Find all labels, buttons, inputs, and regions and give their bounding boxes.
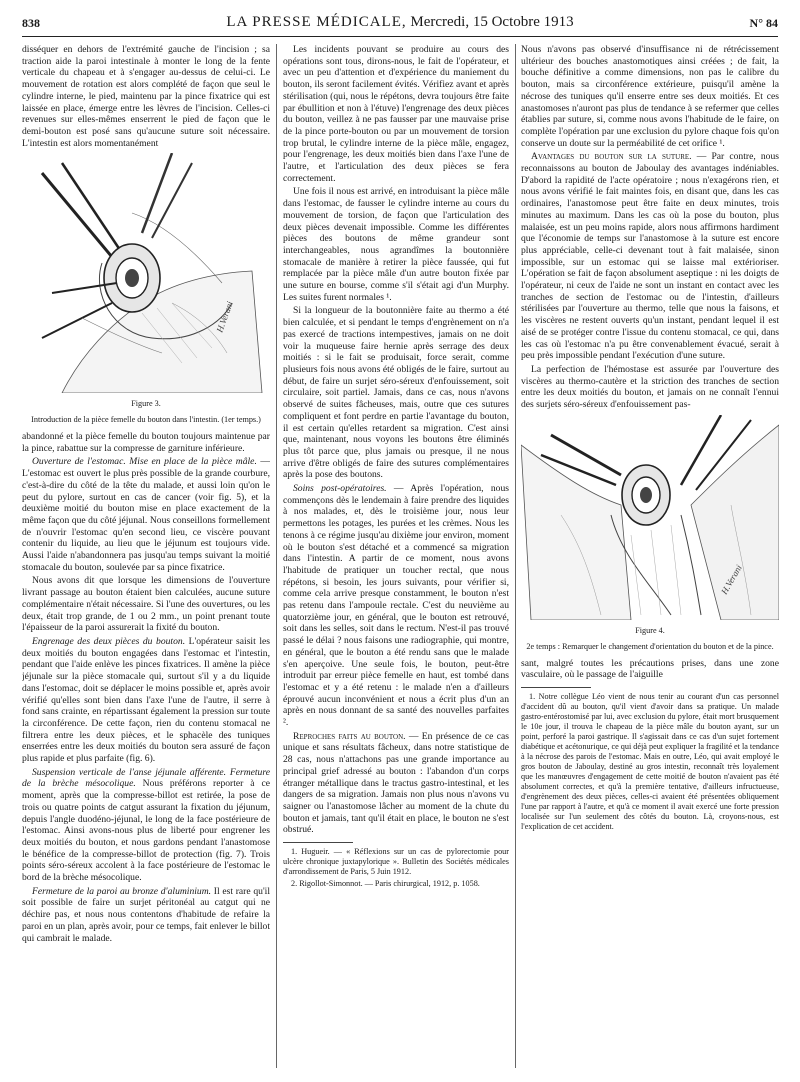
section-title-fermeture: Fermeture de la paroi au bronze d'aluminium. <box>32 885 212 897</box>
page-number: 838 <box>22 16 40 30</box>
column-rule-2 <box>515 44 516 1068</box>
figure-4-caption: 2e temps : Remarquer le changement d'orientation du bouton et de la pince. <box>526 641 774 651</box>
col3-paragraph-4: sant, malgré toutes les précautions prises, dans une zone vasculaire, où le passage de l'aiguille <box>521 657 779 681</box>
svg-text:H.Verani: H.Verani <box>719 562 744 596</box>
col1-paragraph-7: Fermeture de la paroi au bronze d'aluminium. Il est rare qu'il soit possible de faire un surjet péritonéal au catgut qui ne déchire pas, et nous nous contentons d'habitude de refaire la paroi en un plan, après avoir, pour ce temps, fait enlever le billot qui cambrait le malade. <box>22 885 270 944</box>
header-title-line <box>22 14 778 31</box>
col2-paragraph-3: Si la longueur de la boutonnière faite au thermo a été bien calculée, et si pendant le temps d'engrènement on n'a pas exercé de tractions intempestives, jamais on ne doit voir la muqueuse faire hernie après serrage des deux moitiés : si le fait se produisait, force serait, comme plusieurs fois nous avons été obligés de le faire, surtout au début, de faire un surjet séro-séreux d'enfouissement, soit circulaire, soit partiel. Jamais, dans ce cas, nous n'avons observé de suites fâcheuses, mais, outre que ces sutures compliquent et font perdre en partie l'avantage du bouton, il est certain qu'elles retardent sa migration. C'est ainsi que, maintenant, nous voyons les boutons être éliminés plus tôt parce que, plus jamais ou presque, il ne nous arrive d'être obligés de faire des sutures complémentaires après la pose des boutons. <box>283 305 509 481</box>
section-title-soins: Soins post-opératoires. <box>293 483 387 495</box>
col1-paragraph-3: Ouverture de l'estomac. Mise en place de la pièce mâle. — L'estomac est ouvert le plus près possible de la grande courbure, c'est-à-dire du côté de la tête du malade, et aussi loin qu'on le peut du pylore, surtout en cas de cancer (voir fig. 5), et la deuxième moitié du bouton mise en place exactement de la même façon que du côté jéjunal. Nous conseillons formellement de n'ouvrir l'estomac qu'en second lieu, ce viscère pouvant contenir du liquide, au lieu que le jéjunum est toujours vide. Aussi l'aide n'abandonnera pas jusqu'au temps suivant la moitié stomacale du bouton, soulevée par sa pince fixatrice. <box>22 456 270 573</box>
footnote-rule <box>283 842 353 843</box>
figure-3-caption: Introduction de la pièce femelle du bouton dans l'intestin. (1er temps.) <box>31 415 261 425</box>
col1-paragraph-2: abandonné et la pièce femelle du bouton toujours maintenue par la pince, rabattue sur la compresse de garniture inférieure. <box>22 431 270 454</box>
figure-4-illustration <box>521 415 779 620</box>
col2-paragraph-2: Une fois il nous est arrivé, en introduisant la pièce mâle dans l'estomac, de fausser le cylindre interne au cours du mouvement de torsion, de façon que l'articulation des deux pièces devenait impossible. Comme les différentes pièces des boutons de même grandeur sont interchangeables, nous agrandîmes la boutonnière stomacale de manière à retirer la pièce faussée, qui fut remplacée par la pièce mâle d'un autre bouton fixée par une suture en bourse, comme s'il s'était agi d'un Murphy. Les suites furent normales ¹. <box>283 186 509 303</box>
journal-title: LA PRESSE MÉDICALE, <box>226 14 407 30</box>
section-title-engrenage: Engrenage des deux pièces du bouton. <box>32 635 186 647</box>
col2-paragraph-5: Reproches faits au bouton. — En présence de ce cas unique et sans résultats fâcheux, dans notre statistique de 28 cas, nous n'attachons pas une grande importance au principal grief adressé au bouton : l'abandon d'un corps étranger métallique dans le tractus gastro-intestinal, et les dangers de sa migration. Jamais non plus nous n'avons vu saigner ou l'anastomose lâcher au moment de la chute du bouton et jamais, tant qu'il était en place, le bouton ne s'est obstrué. <box>283 730 509 836</box>
footnote-rule-3 <box>521 687 591 688</box>
issue-number: N° 84 <box>749 16 778 30</box>
col1-paragraph-5: Engrenage des deux pièces du bouton. L'opérateur saisit les deux moitiés du bouton engagées dans l'estomac et l'intestin, pendant que l'aide enlève les pinces fixatrices. Il amène la pièce jéjunale sur la pièce stomacale qui, surtout s'il y a du liquide dans l'estomac, doit se déplacer le moins possible et, après avoir vérifié qu'elles sont bien dans l'axe l'une de l'autre, il serre à fond sans crainte, en répartissant également la pression sur toute la circonférence. De cette façon, rien du contenu stomacal ne filtrera entre les deux pièces, et le sphacèle des tuniques enserrées entre les deux moitiés du bouton sera assuré de façon plus rapide et plus parfaite (fig. 6). <box>22 635 270 765</box>
issue-date: Mercredi, 15 Octobre 1913 <box>410 14 574 30</box>
column-2 <box>283 44 509 1064</box>
col3-footnote-1: 1. Notre collègue Léo vient de nous tenir au courant d'un cas personnel d'accident dû au bouton, qu'il vient d'avoir dans sa pratique. Un malade gastro-entérostomisé par lui, avec exclusion du pylore, était mort brusquement le 10e jour, il trouva le chapeau de la pièce mâle du bouton ayant, sur un point, perforé la paroi gastrique. Il s'agissait dans ce cas d'un sujet fortement diabétique et acétonurique, ce qui déjà peut expliquer la fragilité et la tendance à la nécrose des parois de l'estomac. Mais en outre, Léo, qui avait employé le gros bouton de Jaboulay, destiné au gros intestin, reconnaît très loyalement que les manœuvres d'engagement de cette moitié de bouton n'avaient pas été absolument correctes, et qu'à la première tentative, d'ailleurs infructueuse, d'engrènement des deux pièces, celles-ci avaient été présentées obliquement l'une par rapport à l'autre, et qu'à ce moment il avait exercé une forte pression localisée sur l'un seulement des côtés du bouton. Là, croyons-nous, est l'explication de cet accident. <box>521 691 779 831</box>
column-1 <box>22 44 270 1064</box>
col2-paragraph-4: Soins post-opératoires. — Après l'opération, nous commençons dès le lendemain à faire prendre des liquides à nos malades, et, dès le troisième jour, nous leur permettons les potages, les purées et les crèmes. Nous les tenons à ce régime jusqu'au dixième jour environ, moment où le bouton s'est détaché et a commencé sa migration dans l'intestin. A partir de ce moment, nous avons l'habitude de pratiquer un toucher rectal, que nous répétons, si besoin, les jours suivants, pour vérifier si, comme cela arrive presque constamment, le bouton n'est pas retenu dans l'ampoule rectale. C'est du neuvième au quatorzième jour, en général, que le bouton est retrouvé, soit dans les selles, soit dans le rectum. N'est-il pas trouvé passé le délai ? nous faisons une radiographie, qui montre, en général, que le bouton a été rendu sans que le malade s'en aperçoive. Une seule fois, le bouton, peut-être introduit par erreur pièce femelle en haut, est tombé dans l'estomac et y a été retenu : le malade n'en a d'ailleurs éprouvé aucun inconvénient et nous a écrit plus d'un an après en nous donnant de sa santé des nouvelles parfaites ². <box>283 483 509 729</box>
figure-4 <box>521 415 779 652</box>
section-title-avantages: Avantages du bouton sur la suture. <box>531 151 692 163</box>
col3-paragraph-3: La perfection de l'hémostase est assurée par l'ouverture des viscères au thermo-cautère et la striction des tranches de section entre les deux moitiés du bouton, et jamais on ne connaît l'ennui des surjets séro-séreux d'enfouissement pas- <box>521 363 779 411</box>
section-title-reproches: Reproches faits au bouton. <box>293 730 406 742</box>
col2-footnote-2: 2. Rigollot-Simonnot. — Paris chirurgical, 1912, p. 1058. <box>291 879 480 889</box>
section-title-suspension: Suspension verticale de l'anse jéjunale afférente. Fermeture de la brèche mésocolique. <box>22 766 270 790</box>
figure-3-illustration <box>22 153 270 393</box>
figure-4-label: Figure 4. <box>635 625 665 635</box>
col1-paragraph-1: disséquer en dehors de l'extrémité gauche de l'incision ; sa traction aide la paroi intestinale à monter le long de la fente verticale du chapeau et à s'engager au-dessus de celui-ci. Le mouvement de rotation est alors complété de façon que seul le cylindre interne, le pied, maintenu par la pince fixatrice qui est laissée en place, émerge entre les lèvres de l'incision. Celles-ci revenues sur elles-mêmes enserrent le pied de façon que le demi-bouton est posé sans qu'aucune suture soit nécessaire. L'intestin est alors momentanément <box>22 44 270 149</box>
column-3 <box>521 44 779 1064</box>
col1-paragraph-4: Nous avons dit que lorsque les dimensions de l'ouverture livrant passage au bouton étaient bien calculées, aucune suture complémentaire n'était nécessaire. Si l'une des ouvertures, ou les deux, était trop grande, de 1 ou 2 mm., un point prenant toute l'épaisseur de la paroi assurerait la fixité du bouton. <box>22 575 270 634</box>
col3-paragraph-2: Avantages du bouton sur la suture. — Par contre, nous reconnaissons au bouton de Jaboulay des avantages indéniables. D'abord la rapidité de l'acte opératoire ; nous n'exagérons rien, et nous avons vérifié le fait maintes fois, en disant que, dans les cas ordinaires, l'anastomose peut être faite en deux minutes, trois minutes au maximum. Dans les cas où la pose du bouton, plus malaisée, est un peu moins rapide, alors nous affirmons hardiment que l'économie de temps sur l'anastomose à la suture est encore plus appréciable, celle-ci devenant tout à fait malaisée, sinon impossible, sur un estomac qui se laisse mal extérioriser. L'opération se fait de façon absolument aseptique : ni les doigts de l'opérateur, ni ceux de l'aide ne sont un instant en contact avec les tranches de section de l'estomac ou de l'intestin, d'ailleurs stérilisées par l'ouverture au thermo, telle que nous la faisons, et les viscères ne restent ouverts qu'un instant, pendant lequel il est aisé de se protéger contre l'issue du contenu stomacal, ce qui, dans les cas où l'estomac n'a pu être convenablement évacué, serait à peu près impossible pendant l'exécution d'une suture. <box>521 151 779 362</box>
col3-paragraph-1: Nous n'avons pas observé d'insuffisance ni de rétrécissement ultérieur des bouches anastomotiques ainsi créées ; de fait, la bouche définitive a comme dimensions, non pas le calibre du bouton, mais sa circonférence extérieure, puisqu'il amène la nécrose des tuniques qu'il enserre entre ses deux moitiés. Et ces anastomoses n'auront pas plus de tendance à se refermer que celles établies par suture, si, comme nous avons l'habitude de le faire, on complète l'opération par une exclusion du pylore chaque fois qu'on conserve un doute sur la perméabilité de cet orifice ¹. <box>521 44 779 149</box>
figure-3-label: Figure 3. <box>131 399 161 409</box>
col1-paragraph-6: Suspension verticale de l'anse jéjunale afférente. Fermeture de la brèche mésocolique. Nous préférons reporter à ce moment, après que la compresse-billot est retirée, la pose de trois ou quatre points de catgut assurant la fixation du jéjunum, depuis l'angle duodéno-jéjunal, le long de la face postérieure de l'estomac. Ainsi avons-nous plus de liberté pour engrener les deux moitiés du bouton, et nous gardons pendant l'anastomose le bénéfice de la compresse-billot de protection (fig. 7). Trois points séro-séreux accolent à la face postérieure de l'estomac le bord de la brèche mésocolique. <box>22 766 270 884</box>
svg-text:H.Verani: H.Verani <box>214 300 235 335</box>
col2-paragraph-1: Les incidents pouvant se produire au cours des opérations sont tous, dirons-nous, le fait de l'opérateur, et avec un peu d'attention et d'expérience du maniement du bouton, ils seront facilement évités. Vérifiez avant et après stérilisation (qui, nous le répétons, devra toujours être faite par ébullition et non à l'étuve) l'engrenage des deux pièces du bouton, veillez à ne pas fausser par une mauvaise prise de la pince porte-bouton ou par un mouvement de torsion trop brutal, le cylindre interne de la pièce mâle, engagez, pour l'engrenage, les deux moitiés bien dans l'axe l'une de l'autre, et l'articulation des deux pièces se fera correctement. <box>283 44 509 184</box>
col2-footnote-1: 1. Hugueir. — « Réflexions sur un cas de pylorectomie pour ulcère chronique juxtapylorique ». Bulletin des Sociétés médicales d'arrondissement de Paris, 5 Juin 1912. <box>283 847 509 877</box>
page-header <box>22 14 778 37</box>
figure-3 <box>22 153 270 425</box>
section-title-ouverture: Ouverture de l'estomac. Mise en place de la pièce mâle. <box>32 456 257 468</box>
column-rule-1 <box>276 44 277 1068</box>
